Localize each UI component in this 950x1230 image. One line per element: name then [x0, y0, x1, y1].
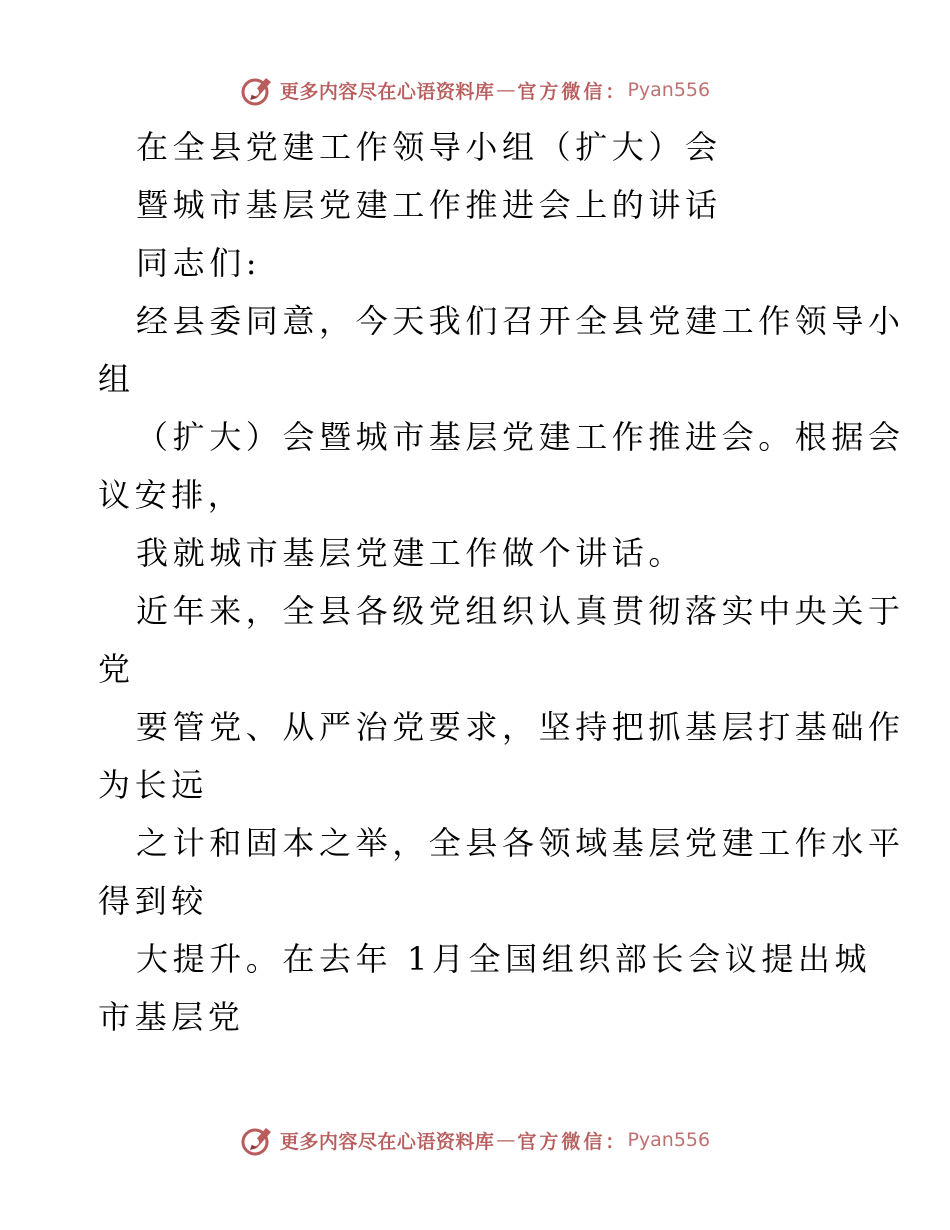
watermark-official: 官方微信：	[517, 80, 628, 103]
watermark-header	[0, 70, 950, 110]
watermark-id: Pyan556	[627, 79, 711, 101]
doc-line: 组	[98, 360, 135, 398]
pen-nib-logo-icon	[240, 1122, 276, 1158]
doc-salutation: 同志们:	[136, 244, 262, 282]
doc-line: 党	[98, 650, 135, 688]
watermark-dash: —	[496, 79, 516, 101]
pen-nib-logo-icon	[240, 72, 276, 108]
doc-line: 得到较	[98, 882, 208, 920]
doc-line: 为长远	[98, 766, 208, 804]
doc-line: 经县委同意，今天我们召开全县党建工作领导小	[136, 302, 905, 340]
doc-line: 我就城市基层党建工作做个讲话。	[136, 534, 686, 572]
watermark-brand: 更多内容尽在心语资料库	[279, 80, 495, 103]
doc-line: 近年来，全县各级党组织认真贯彻落实中央关于	[136, 592, 905, 630]
doc-title-line-1: 在全县党建工作领导小组（扩大）会	[136, 128, 722, 166]
document-body	[98, 118, 905, 1046]
watermark-dash: —	[496, 1129, 516, 1151]
doc-line: 市基层党	[98, 998, 245, 1036]
doc-line: 要管党、从严治党要求，坚持把抓基层打基础作	[136, 708, 905, 746]
watermark-footer	[0, 1120, 950, 1160]
doc-line: 之计和固本之举，全县各领域基层党建工作水平	[136, 824, 905, 862]
doc-line: （扩大）会暨城市基层党建工作推进会。根据会	[136, 418, 905, 456]
doc-line: 大提升。在去年 1月全国组织部长会议提出城	[136, 940, 872, 978]
doc-line: 议安排，	[98, 476, 245, 514]
doc-title-line-2: 暨城市基层党建工作推进会上的讲话	[136, 186, 722, 224]
watermark-id: Pyan556	[627, 1129, 711, 1151]
watermark-brand: 更多内容尽在心语资料库	[279, 1130, 495, 1153]
watermark-official: 官方微信：	[517, 1130, 628, 1153]
